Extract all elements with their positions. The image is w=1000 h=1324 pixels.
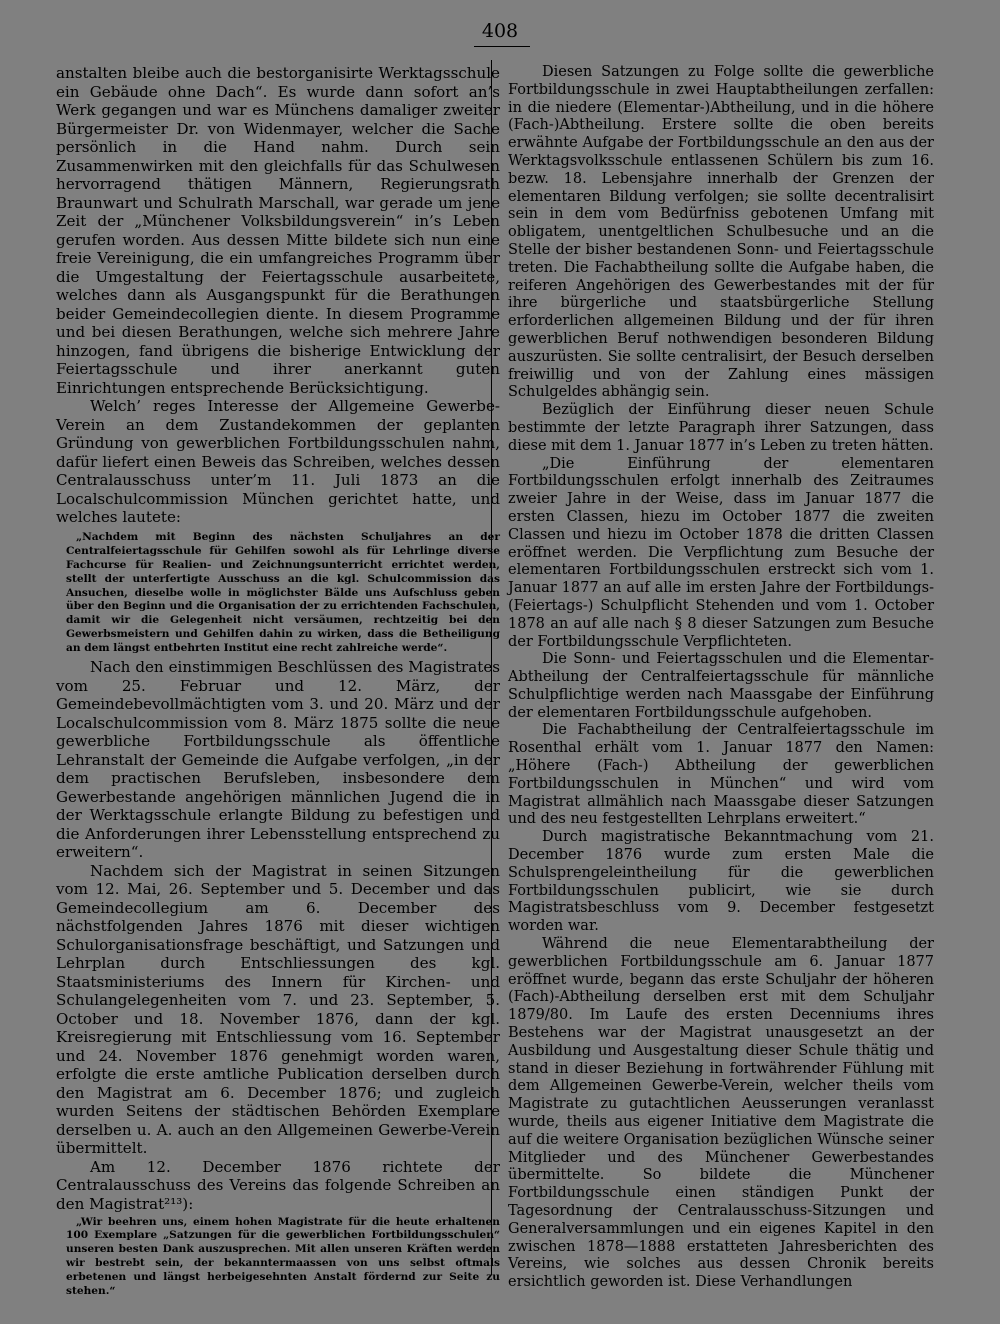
paragraph: Nachdem sich der Magistrat in seinen Sitzungen vom 12. Mai, 26. September und 5. December und das Gemeindecollegium am 6. December des nächstfolgenden Jahres 1876 mit dieser wichtigen Schulorganisationsfrage beschäftigt, und Satzungen und Lehrplan durch Entschliessungen des kgl. Staatsministeriums des Innern für Kirchen- und Schulangelegenheiten vom 7. und 23. September, 5. October und 18. November 1876, dann der kgl. Kreisregierung mit Entschliessung vom 16. September und 24. November 1876 genehmigt worden waren, erfolgte die erste amtliche Publication derselben durch den Magistrat am 6. December 1876; und zugleich wurden Seitens der städtischen Behörden Exemplare derselben u. A. auch an den Allgemeinen Gewerbe-Verein übermittelt. [56, 861, 500, 1158]
paragraph: Die Sonn- und Feiertagsschulen und die Elementar-Abtheilung der Centralfeiertagsschule für männliche Schulpflichtige werden nach Maassgabe der Einführung der elementaren Fortbildungsschule aufgehoben. [508, 651, 934, 721]
paragraph: Welch’ reges Interesse der Allgemeine Gewerbe-Verein an dem Zustandekommen der geplanten Gründung von gewerblichen Fortbildungsschulen nahm, dafür liefert einen Beweis das Schreiben, welches dessen Centralausschuss unter’m 11. Juli 1873 an die Localschulcommission München gerichtet hatte, und welches lautete: [56, 397, 500, 527]
paragraph: Die Fachabtheilung der Centralfeiertagsschule im Rosenthal erhält vom 1. Januar 1877 den Namen: „Höhere (Fach-) Abtheilung der gewerblichen Fortbildungsschulen in München“ und wird vom Magistrat allmählich nach Maassgabe dieser Satzungen und des neu festgestellten Lehrplans erweitert.“ [508, 722, 934, 828]
paragraph: Bezüglich der Einführung dieser neuen Schule bestimmte der letzte Paragraph ihrer Satzungen, dass diese mit dem 1. Januar 1877 in’s Leben zu treten hätten. [508, 402, 934, 454]
column-separator [491, 60, 492, 1275]
left-column [56, 64, 500, 1299]
paragraph: Am 12. December 1876 richtete der Centralausschuss des Vereins das folgende Schreiben an den Magistrat²¹³): [56, 1157, 500, 1213]
page-number: 408 [481, 20, 519, 42]
paragraph: Diesen Satzungen zu Folge sollte die gewerbliche Fortbildungsschule in zwei Hauptabtheilungen zerfallen: in die niedere (Elementar-)Abtheilung, und in die höhere (Fach-)Abtheilung. Erstere sollte die oben bereits erwähnte Aufgabe der Fortbildungsschule an den aus der Werktagsvolksschule entlassenen Schülern bis zum 16. bezw. 18. Lebensjahre innerhalb der Grenzen der elementaren Bildung verfolgen; sie sollte decentralisirt sein in dem vom Bedürfniss gebotenen Umfang mit obligatem, unentgeltlichen Schulbesuche und an die Stelle der bisher bestandenen Sonn- und Feiertagsschule treten. Die Fachabtheilung sollte die Aufgabe haben, die reiferen Angehörigen des Gewerbestandes mit der für ihre bürgerliche und staatsbürgerliche Stellung erforderlichen allgemeinen Bildung und der für ihren gewerblichen Beruf nothwendigen besonderen Bildung auszurüsten. Sie sollte centralisirt, der Besuch derselben freiwillig und von der Zahlung eines mässigen Schulgeldes abhängig sein. [508, 64, 934, 401]
page-number-rule [474, 46, 530, 47]
right-column [508, 64, 934, 1292]
paragraph: Durch magistratische Bekanntmachung vom 21. December 1876 wurde zum ersten Male die Schulsprengeleintheilung für die gewerblichen Fortbildungsschulen publicirt, wie sie durch Magistratsbeschluss vom 9. December festgesetzt worden war. [508, 829, 934, 935]
paragraph: Nach den einstimmigen Beschlüssen des Magistrates vom 25. Februar und 12. März, der Gemeindebevollmächtigten vom 3. und 20. März und der Localschulcommission vom 8. März 1875 sollte die neue gewerbliche Fortbildungsschule als öffentliche Lehranstalt der Gemeinde die Aufgabe verfolgen, „in der dem practischen Berufsleben, insbesondere dem Gewerbestande angehörigen männlichen Jugend die in der Werktagsschule erlangte Bildung zu befestigen und die Anforderungen ihrer Lebensstellung entsprechend zu erweitern“. [56, 658, 500, 862]
paragraph: Während die neue Elementarabtheilung der gewerblichen Fortbildungsschule am 6. Januar 1877 eröffnet wurde, begann das erste Schuljahr der höheren (Fach)-Abtheilung derselben erst mit dem Schuljahr 1879/80. Im Laufe des ersten Decenniums ihres Bestehens war der Magistrat unausgesetzt an der Ausbildung und Ausgestaltung dieser Schule thätig und stand in dieser Beziehung in fortwährender Fühlung mit dem Allgemeinen Gewerbe-Verein, welcher theils vom Magistrate zu gutachtlichen Aeusserungen veranlasst wurde, theils aus eigener Initiative dem Magistrate die auf die weitere Organisation bezüglichen Wünsche seiner Mitglieder und des Münchener Gewerbestandes übermittelte. So bildete die Münchener Fortbildungsschule einen ständigen Punkt der Tagesordnung der Centralausschuss-Sitzungen und Generalversammlungen und ein eigenes Kapitel in den zwischen 1878—1888 erstatteten Jahresberichten des Vereins, wie solches aus dessen Chronik bereits ersichtlich geworden ist. Diese Verhandlungen [508, 936, 934, 1291]
paragraph: „Die Einführung der elementaren Fortbildungsschulen erfolgt innerhalb des Zeitraumes zweier Jahre in der Weise, dass im Januar 1877 die ersten Classen, hiezu im October 1877 die zweiten Classen und hiezu im October 1878 die dritten Classen eröffnet werden. Die Verpflichtung zum Besuche der elementaren Fortbildungsschulen erstreckt sich vom 1. Januar 1877 an auf alle im ersten Jahre der Fortbildungs- (Feiertags-) Schulpflicht Stehenden und vom 1. October 1878 an auf alle nach § 8 dieser Satzungen zum Besuche der Fortbildungsschule Verpflichteten. [508, 455, 934, 650]
quoted-letter: „Nachdem mit Beginn des nächsten Schuljahres an der Centralfeiertagsschule für Gehilfen sowohl als für Lehrlinge diverse Fachcurse für Realien- und Zeichnungsunterricht errichtet werden, stellt der unterfertigte Ausschuss an die kgl. Schulcommission das Ansuchen, dieselbe wolle in möglichster Bälde uns Aufschluss geben über den Beginn und die Organisation der zu errichtenden Fachschulen, damit wir die Gelegenheit nicht versäumen, rechtzeitig bei den Gewerbsmeistern und Gehilfen dahin zu wirken, dass die Betheiligung an dem längst entbehrten Institut eine recht zahlreiche werde“. [66, 530, 500, 655]
quoted-letter: „Wir beehren uns, einem hohen Magistrate für die heute erhaltenen 100 Exemplare „Satzungen für die gewerblichen Fortbildungsschulen“ unseren besten Dank auszusprechen. Mit allen unseren Kräften werden wir bestrebt sein, der bekanntermaassen von uns selbst oftmals erbetenen und längst herbeigesehnten Anstalt fördernd zur Seite zu stehen.“ [66, 1215, 500, 1298]
paragraph: anstalten bleibe auch die bestorganisirte Werktagsschule ein Gebäude ohne Dach“. Es wurde dann sofort an’s Werk gegangen und war es Münchens damaliger zweiter Bürgermeister Dr. von Widenmayer, welcher die Sache persönlich in die Hand nahm. Durch sein Zusammenwirken mit den gleichfalls für das Schulwesen hervorragend thätigen Männern, Regierungsrath Braunwart und Schulrath Marschall, war gerade um jene Zeit der „Münchener Volksbildungsverein“ in’s Leben gerufen worden. Aus dessen Mitte bildete sich nun eine freie Vereinigung, die ein umfangreiches Programm über die Umgestaltung der Feiertagsschule ausarbeitete, welches dann als Ausgangspunkt für die Berathungen beider Gemeindecollegien diente. In diesem Programme und bei diesen Berathungen, welche sich mehrere Jahre hinzogen, fand übrigens die bisherige Entwicklung der Feiertagsschule und ihrer anerkannt guten Einrichtungen entsprechende Berücksichtigung. [56, 64, 500, 397]
